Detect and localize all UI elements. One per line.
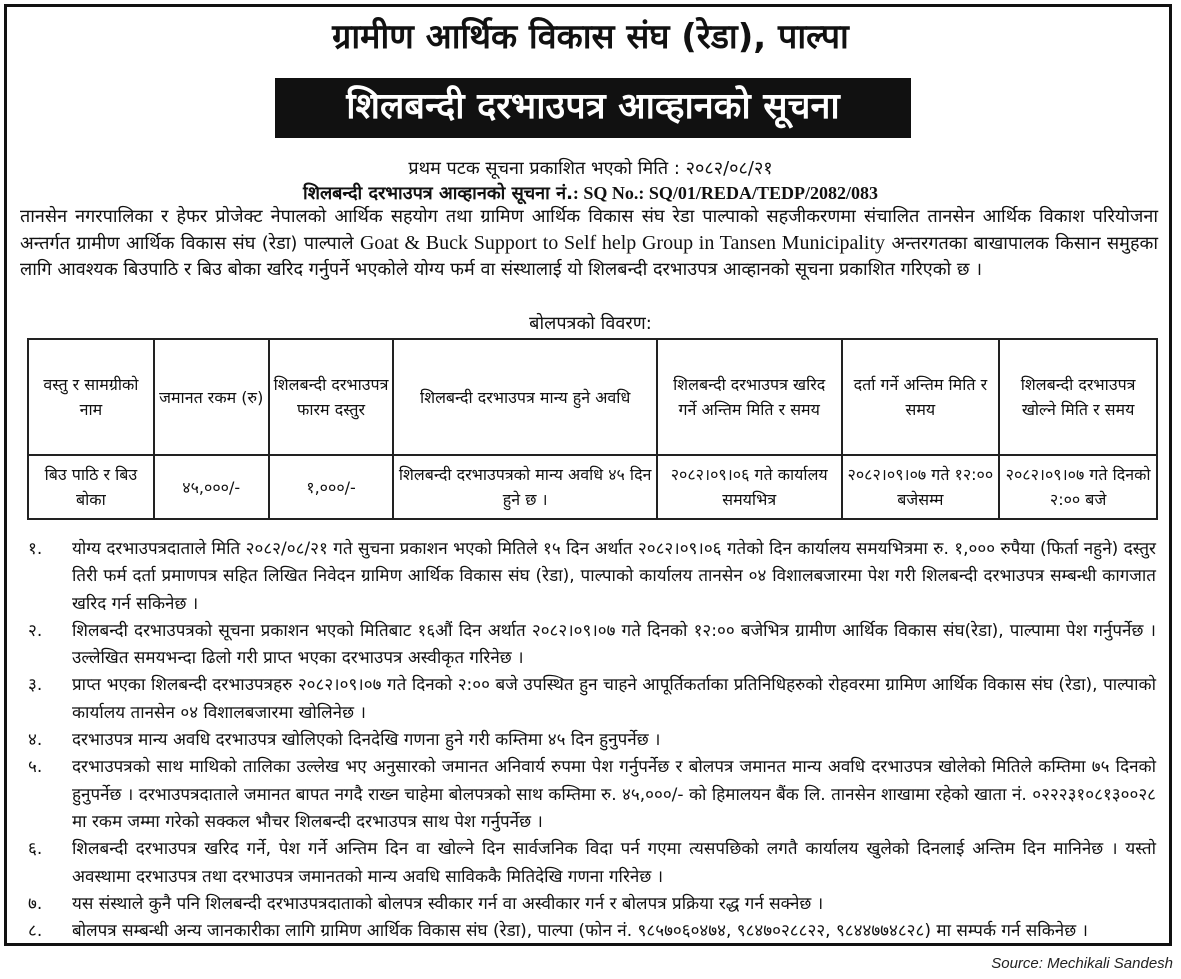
term-item [28, 836, 1156, 891]
term-text: दरभाउपत्र मान्य अवधि दरभाउपत्र खोलिएको दिनदेखि गणना हुने गरी कम्तिमा ४५ दिन हुनुपर्नेछ । [72, 730, 661, 751]
term-number: ८. [28, 921, 43, 942]
header-cell: शिलबन्दी दरभाउपत्र फारम दस्तुर [269, 339, 394, 455]
term-item [28, 754, 1156, 836]
table-cell: २०८२।०९।०७ गते दिनको २:०० बजे [999, 455, 1157, 519]
notice-number-value: : SQ No.: SQ/01/REDA/TEDP/2082/083 [572, 183, 878, 203]
term-item [28, 672, 1156, 727]
header-cell: जमानत रकम (रु) [154, 339, 269, 455]
term-item [28, 918, 1156, 945]
project-name: Goat & Buck Support to Self help Group in Tansen Municipality [359, 232, 886, 254]
term-text: यस संस्थाले कुनै पनि शिलबन्दी दरभाउपत्रदाताको बोलपत्र स्वीकार गर्न वा अस्वीकार गर्न र बोलपत्र प्रक्रिया रद्ध गर्न सक्नेछ । [72, 893, 824, 914]
source-credit: Source: Mechikali Sandesh [991, 955, 1173, 972]
term-number: ४. [28, 730, 43, 751]
header-cell: शिलबन्दी दरभाउपत्र खोल्ने मिति र समय [999, 339, 1157, 455]
table-cell: बिउ पाठि र बिउ बोका [28, 455, 154, 519]
table-row [28, 455, 1157, 519]
table-cell: शिलबन्दी दरभाउपत्रको मान्य अवधि ४५ दिन हुने छ । [393, 455, 656, 519]
intro-text-1: तानसेन नगरपालिका र हेफर प्रोजेक्ट नेपालको आर्थिक सहयोग तथा ग्रामिण आर्थिक विकास संघ रेडा पाल्पाको सहजीकरणमा संचालित तानसेन आर्थिक विकाश परियोजना अन्तर्गत ग्रामीण आर्थिक विकास संघ (रेडा) पाल्पाले [20, 206, 1158, 254]
bid-details-table [27, 338, 1158, 520]
term-text: शिलबन्दी दरभाउपत्र खरिद गर्ने, पेश गर्ने अन्तिम दिन वा खोल्ने दिन सार्वजनिक विदा पर्न गएमा त्यसपछिको लगतै कार्यालय खुलेको दिनलाई अन्तिम दिन मानिनेछ । यस्तो अवस्थामा दरभाउपत्र तथा दरभाउपत्र जमानतको मान्य अवधि साविककै मितिदेखि गणना गरिनेछ । [72, 839, 1156, 887]
table-cell: २०८२।०९।०७ गते १२:०० बजेसम्म [842, 455, 1000, 519]
notice-number-label: शिलबन्दी दरभाउपत्र आव्हानको सूचना नं. [303, 183, 573, 204]
terms-list [28, 536, 1156, 945]
term-item [28, 891, 1156, 918]
table-caption: बोलपत्रको विवरण: [529, 313, 652, 334]
term-text: बोलपत्र सम्बन्धी अन्य जानकारीका लागि ग्रामिण आर्थिक विकास संघ (रेडा), पाल्पा (फोन नं. ९८५७०६०४७४, ९८४७०२८८२२, ९८४४७७४८२८) मा सम्पर्क गर्न सकिनेछ । [72, 921, 1088, 942]
header-cell: वस्तु र सामग्रीको नाम [28, 339, 154, 455]
term-number: ३. [28, 675, 43, 696]
intro-paragraph [20, 204, 1158, 283]
term-item [28, 536, 1156, 618]
intro-text-2: अन्तरगतका बाखापालक किसान समुहका लागि आवश्यक बिउपाठि र बिउ बोका खरिद गर्नुपर्ने भएकोले योग्य फर्म वा संस्थालाई यो शिलबन्दी दरभाउपत्र आव्हानको सूचना प्रकाशित गरिएको छ । [20, 233, 1158, 280]
table-cell: १,०००/- [269, 455, 394, 519]
header-cell: शिलबन्दी दरभाउपत्र खरिद गर्ने अन्तिम मिति र समय [657, 339, 842, 455]
term-number: १. [28, 539, 43, 559]
term-text: प्राप्त भएका शिलबन्दी दरभाउपत्रहरु २०८२।०९।०७ गते दिनको २:०० बजे उपस्थित हुन चाहने आपूर्तिकर्ताका प्रतिनिधिहरुको रोहवरमा ग्रामिण आर्थिक विकास संघ (रेडा), पाल्पाको कार्यालय तानसेन ०४ विशालबजारमा खोलिनेछ । [72, 675, 1156, 723]
header-cell: शिलबन्दी दरभाउपत्र मान्य हुने अवधि [393, 339, 656, 455]
term-number: ५. [28, 757, 43, 778]
notice-banner: शिलबन्दी दरभाउपत्र आव्हानको सूचना [275, 78, 911, 138]
header-cell: दर्ता गर्ने अन्तिम मिति र समय [842, 339, 1000, 455]
publish-date: प्रथम पटक सूचना प्रकाशित भएको मिति : २०८२/०८/२१ [408, 158, 773, 179]
term-item [28, 727, 1156, 754]
term-number: ७. [28, 893, 43, 914]
table-cell: ४५,०००/- [154, 455, 269, 519]
term-number: ६. [28, 839, 43, 860]
term-number: २. [28, 620, 43, 641]
notice-number [0, 181, 1181, 205]
table-cell: २०८२।०९।०६ गते कार्यालय समयभित्र [657, 455, 842, 519]
term-text: शिलबन्दी दरभाउपत्रको सूचना प्रकाशन भएको मितिबाट १६औं दिन अर्थात २०८२।०९।०७ गते दिनको १२:०० बजेभित्र ग्रामीण आर्थिक विकास संघ(रेडा), पाल्पामा पेश गर्नुपर्नेछ । उल्लेखित समयभन्दा ढिलो गरी प्राप्त भएका दरभाउपत्र अस्वीकृत गरिनेछ । [72, 620, 1156, 669]
organization-title: ग्रामीण आर्थिक विकास संघ (रेडा), पाल्पा [332, 17, 849, 57]
term-text: योग्य दरभाउपत्रदाताले मिति २०८२/०८/२१ गते सुचना प्रकाशन भएको मितिले १५ दिन अर्थात २०८२।०९।०६ गतेको दिन कार्यालय समयभित्रमा रु. १,००० रुपैया (फिर्ता नहुने) दस्तुर तिरी फर्म दर्ता प्रमाणपत्र सहित लिखित निवेदन ग्रामिण आर्थिक विकास संघ (रेडा), पाल्पाको कार्यालय तानसेन ०४ विशालबजारमा पेश गरी शिलबन्दी दरभाउपत्र सम्बन्धी कागजात खरिद गर्न सकिनेछ । [72, 539, 1156, 614]
term-text: दरभाउपत्रको साथ माथिको तालिका उल्लेख भए अनुसारको जमानत अनिवार्य रुपमा पेश गर्नुपर्नेछ र बोलपत्र जमानत मान्य अवधि दरभाउपत्र खोलेको मितिले कम्तिमा ७५ दिनको हुनुपर्नेछ । दरभाउपत्रदाताले जमानत बापत नगदै राख्न चाहेमा बोलपत्रको साथ कम्तिमा रु. ४५,०००/- को हिमालयन बैंक लि. तानसेन शाखामा रहेको खाता नं. ०२२२३१०८१३००२८ मा रकम जम्मा गरेको सक्कल भौचर शिलबन्दी दरभाउपत्र साथ पेश गर्नुपर्नेछ । [72, 757, 1156, 832]
table-header-row [28, 339, 1157, 455]
term-item [28, 618, 1156, 673]
